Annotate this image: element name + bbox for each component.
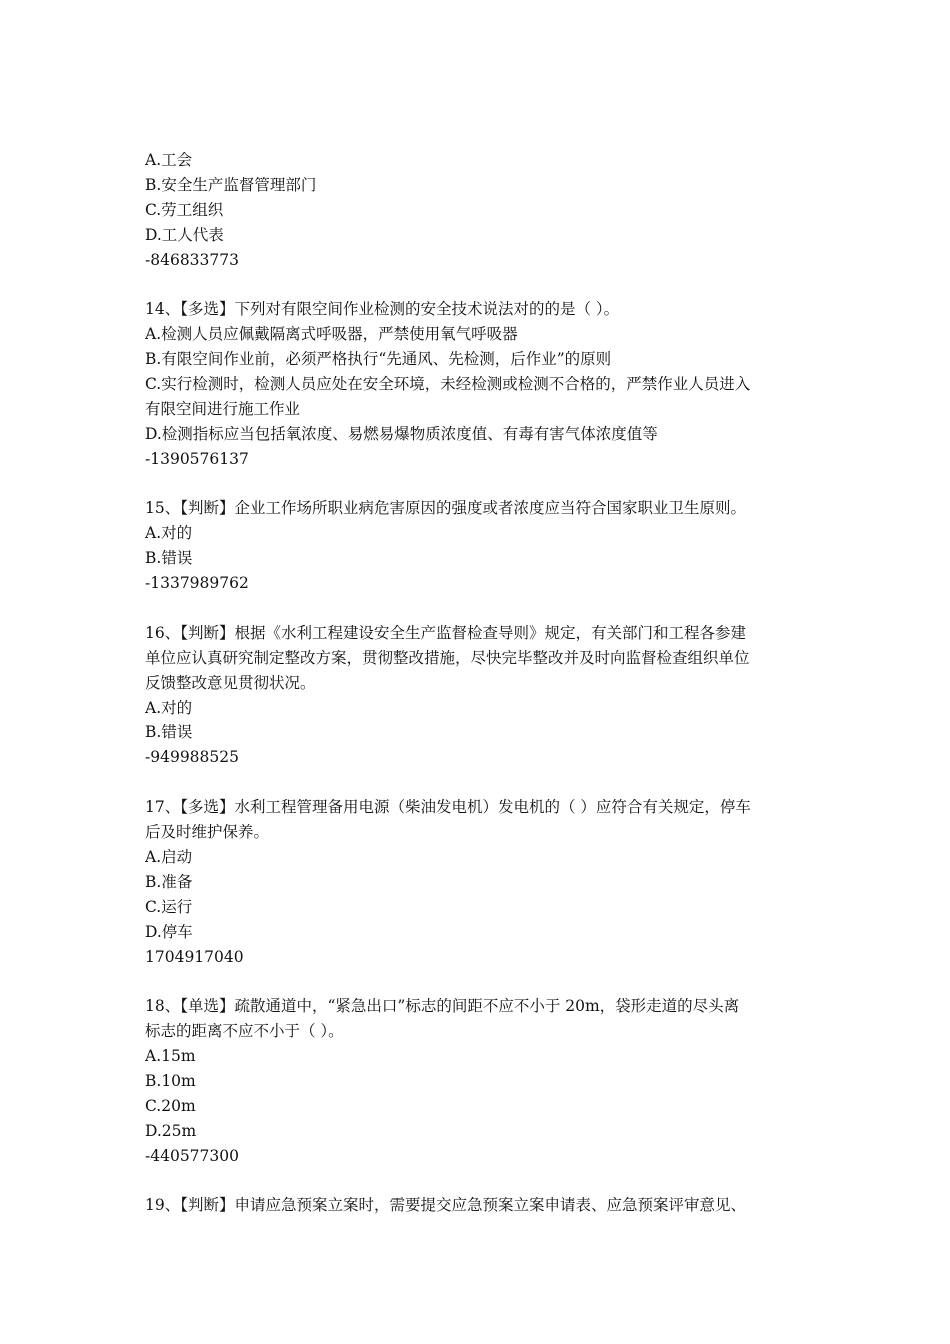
text-line: 16、【判断】根据《水利工程建设安全生产监督检查导则》规定，有关部门和工程各参建	[145, 623, 746, 642]
question-block	[145, 994, 811, 1168]
paragraph-gap	[145, 272, 811, 297]
text-line: A.工会	[145, 151, 193, 169]
text-line: -1337989762	[145, 574, 249, 593]
text-line: -1390576137	[145, 449, 249, 468]
text-line: C.20m	[145, 1096, 196, 1115]
text-line: B.安全生产监督管理部门	[145, 175, 317, 194]
text-line: 标志的距离不应不小于（ ）。	[145, 1022, 344, 1041]
question-options-block	[145, 148, 811, 272]
text-line: 1704917040	[145, 947, 244, 966]
text-line: 15、【判断】企业工作场所职业病危害原因的强度或者浓度应当符合国家职业卫生原则。	[145, 499, 746, 518]
text-line: B.10m	[145, 1071, 196, 1090]
text-line: A.15m	[145, 1047, 196, 1066]
text-line: B.错误	[145, 723, 193, 742]
text-line: -440577300	[145, 1146, 239, 1165]
question-block	[145, 297, 811, 471]
text-line: A.对的	[145, 698, 193, 717]
text-line: -949988525	[145, 748, 239, 767]
text-line: 18、【单选】疏散通道中，“紧急出口”标志的间距不应不小于 20m，袋形走道的尽头离	[145, 997, 740, 1016]
question-block	[145, 1193, 811, 1218]
text-line: D.25m	[145, 1121, 197, 1140]
text-line: B.错误	[145, 549, 193, 568]
paragraph-gap	[145, 472, 811, 497]
text-line: B.准备	[145, 872, 193, 891]
text-line: 后及时维护保养。	[145, 823, 270, 842]
text-line: D.工人代表	[145, 225, 224, 244]
question-block	[145, 621, 811, 770]
text-line: 有限空间进行施工作业	[145, 399, 301, 418]
text-line: 反馈整改意见贯彻状况。	[145, 673, 316, 692]
text-line: D.检测指标应当包括氧浓度、易燃易爆物质浓度值、有毒有害气体浓度值等	[145, 424, 658, 443]
paragraph-gap	[145, 596, 811, 621]
text-line: A.对的	[145, 524, 193, 543]
paragraph-gap	[145, 969, 811, 994]
question-block	[145, 795, 811, 969]
question-block	[145, 496, 811, 596]
text-line: 17、【多选】水利工程管理备用电源（柴油发电机）发电机的（ ）应符合有关规定，停车	[145, 798, 751, 817]
text-line: B.有限空间作业前，必须严格执行“先通风、先检测，后作业”的原则	[145, 350, 612, 369]
text-line: C.劳工组织	[145, 200, 224, 219]
text-line: 14、【多选】下列对有限空间作业检测的安全技术说法对的的是（ ）。	[145, 300, 620, 319]
text-line: 19、【判断】申请应急预案立案时，需要提交应急预案立案申请表、应急预案评审意见、	[145, 1196, 746, 1215]
paragraph-gap	[145, 1169, 811, 1194]
text-line: C.运行	[145, 897, 193, 916]
text-line: D.停车	[145, 922, 193, 941]
document-page	[145, 148, 811, 1218]
text-line: 单位应认真研究制定整改方案，贯彻整改措施，尽快完毕整改并及时向监督检查组织单位	[145, 648, 750, 667]
text-line: C.实行检测时，检测人员应处在安全环境，未经检测或检测不合格的，严禁作业人员进入	[145, 375, 751, 394]
text-line: A.启动	[145, 847, 193, 866]
text-line: -846833773	[145, 250, 239, 269]
paragraph-gap	[145, 770, 811, 795]
text-line: A.检测人员应佩戴隔离式呼吸器，严禁使用氧气呼吸器	[145, 325, 518, 344]
